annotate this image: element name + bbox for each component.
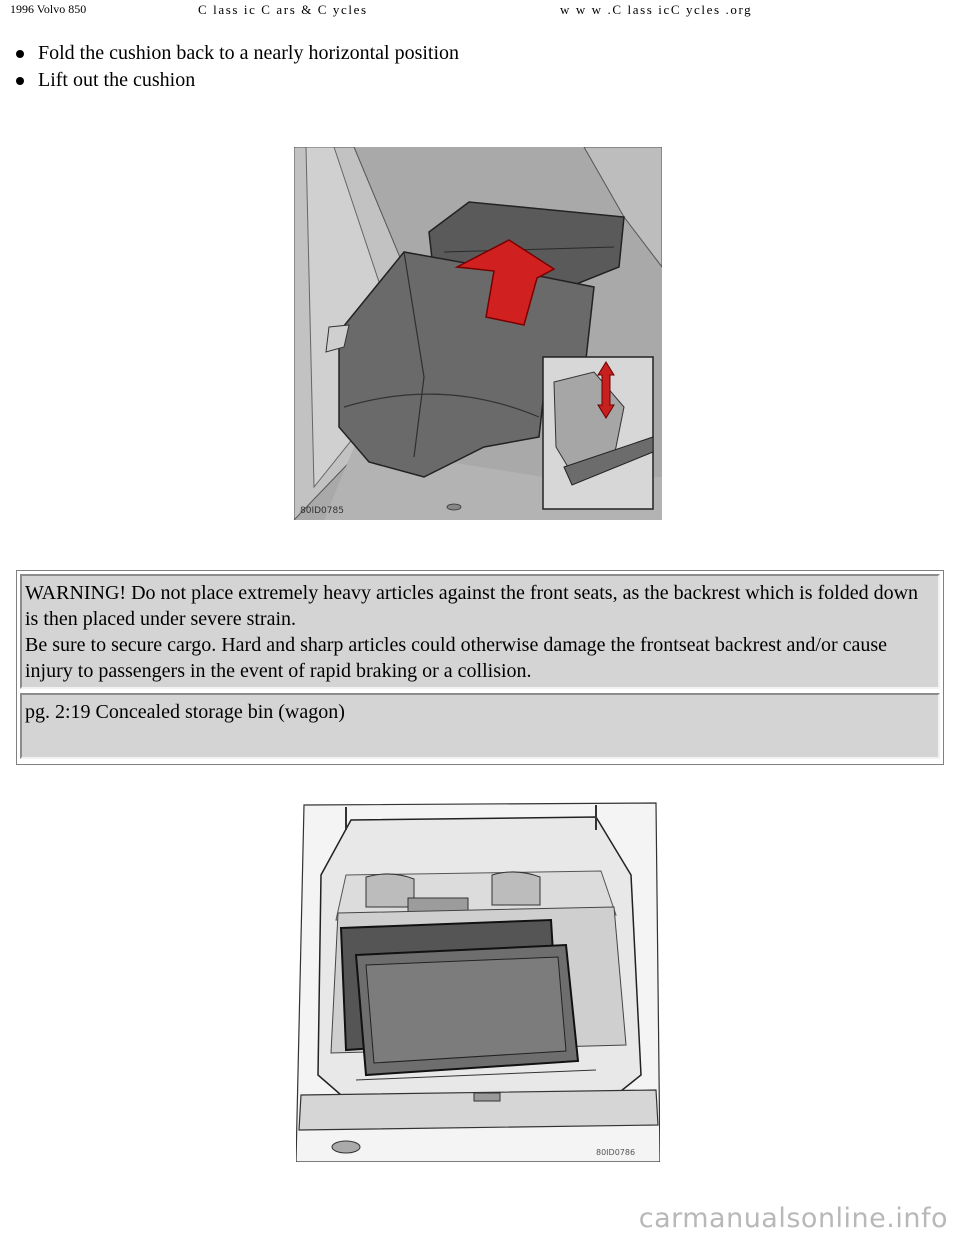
warning-text-cargo: Be sure to secure cargo. Hard and sharp articles could otherwise damage the frontseat backrest and/or cause injury to passengers in the event of rapid braking or a collision.: [25, 634, 888, 682]
header-site-url: w w w .C lass icC ycles .org: [560, 2, 753, 17]
warning-cell: [20, 574, 940, 689]
warning-table: [16, 570, 944, 765]
warning-text: WARNING! Do not place extremely heavy articles against the front seats, as the backrest which is folded down is then placed under severe strain.: [25, 582, 919, 630]
watermark: carmanualsonline.info: [638, 1203, 948, 1234]
header-site-name: C lass ic C ars & C ycles: [198, 2, 368, 17]
bullet-icon: [16, 50, 24, 58]
bullet-icon: [16, 77, 24, 85]
instruction-list: [14, 40, 459, 94]
header-model: 1996 Volvo 850: [10, 2, 87, 16]
storage-bin-illustration: [296, 795, 660, 1162]
instruction-item: [14, 40, 459, 67]
figure1-code: 80ID0785: [300, 506, 344, 516]
instruction-item: [14, 67, 459, 94]
instruction-text: Lift out the cushion: [38, 69, 196, 91]
seat-cushion-illustration: [294, 147, 662, 520]
next-section-title: pg. 2:19 Concealed storage bin (wagon): [25, 701, 345, 723]
next-section-cell: [20, 693, 940, 759]
instruction-text: Fold the cushion back to a nearly horizontal position: [38, 42, 460, 64]
figure2-code: 80ID0786: [596, 1148, 636, 1157]
